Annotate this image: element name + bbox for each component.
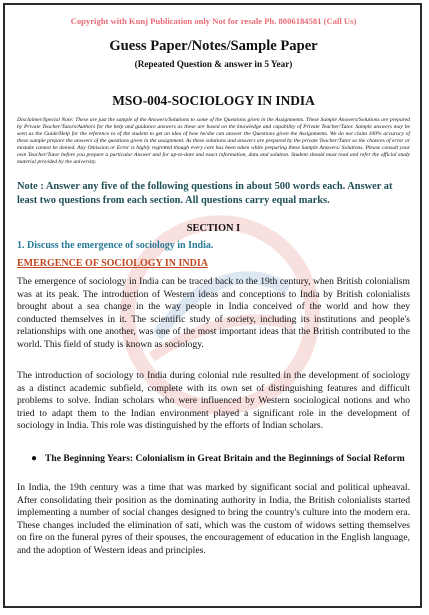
course-title: MSO-004-SOCIOLOGY IN INDIA bbox=[112, 93, 315, 108]
section-label: SECTION I bbox=[186, 223, 241, 234]
bullet-icon: ● bbox=[31, 453, 38, 464]
question-heading: 1. Discuss the emergence of sociology in India. bbox=[17, 240, 214, 251]
document-subheading: (Repeated Question & answer in 5 Year) bbox=[134, 59, 293, 69]
document-page bbox=[3, 3, 422, 608]
page-content bbox=[17, 5, 410, 606]
paragraph: The introduction of sociology to India during colonial rule resulted in the development of sociology as a distinct academic subfield, complete with its own set of distinguishing features and difficult problems to solve. Indian scholars who were influenced by Western sociological notions and who tried to adapt them to the Indian environment played a significant role in the development of sociology in India. This role was distinguished by the efforts of Indian scholars. bbox=[17, 370, 410, 431]
document-heading: Guess Paper/Notes/Sample Paper bbox=[109, 38, 318, 54]
copyright-line: Copyright with Kunj Publication only Not for resale Ph. 8006184581 (Call Us) bbox=[70, 16, 357, 26]
bullet-item bbox=[31, 453, 410, 466]
answer-subheading: EMERGENCE OF SOCIOLOGY IN INDIA bbox=[17, 258, 208, 269]
bullet-text: The Beginning Years: Colonialism in Great Britain and the Beginnings of Social Reform bbox=[45, 453, 405, 464]
disclaimer-text: Disclaimer/Special Note: These are just the sample of the Answers/Solutions to some of the Questions given in the Assignments. These Sample Answers/Solutions are prepared by Private Teacher/Tutors/Authors for the help and guidance answers as these are based on the knowledge and capability of Private Teacher/Tutor. Sample answers may be seen as the Guide/Help for the reference to of the student to get an idea of how he/she can answer the Questions given the Assignments. We do not claim 100% accuracy of these sample prepare the answers of the questions given in the assignment. As these solutions and answers are prepared by the private Teacher/Tutor so the chances of error or mistake cannot be denied. Any Omission or Error is highly regretted though every care has been taken while preparing these Sample Answers/ Solutions. Please consult your own Teacher/Tutor before you prepare a particular Answer and for up-to-date and exact information, data and solution. Student should must read and refer the official study material provided by the university. bbox=[17, 117, 410, 165]
paragraph: The emergence of sociology in India can be traced back to the 19th century, when British colonialism was at its peak. The introduction of Western ideas and conceptions to India by British colonialists brought about a sea change in the way people in India conceived of the world and how they conducted themselves in it. The scientific study of society, including its institutions and people's relationships with one another, was one of the most important ideas that the British contributed to the world. This field of study is known as sociology. bbox=[17, 276, 410, 350]
exam-note: Note : Answer any five of the following questions in about 500 words each. Answer at least two questions from each section. All questions carry equal marks. bbox=[17, 181, 393, 206]
paragraph: In India, the 19th century was a time that was marked by significant social and political upheaval. After consolidating their position as the dominating authority in India, the British colonialists started implementing a number of social changes designed to bring the country's culture into the modern era. These changes included the elimination of sati, which was the custom of widows setting themselves on fire on the funeral pyres of their spouses, the encouragement of education in the English language, and the adoption of Western ideas and principles. bbox=[17, 482, 410, 556]
